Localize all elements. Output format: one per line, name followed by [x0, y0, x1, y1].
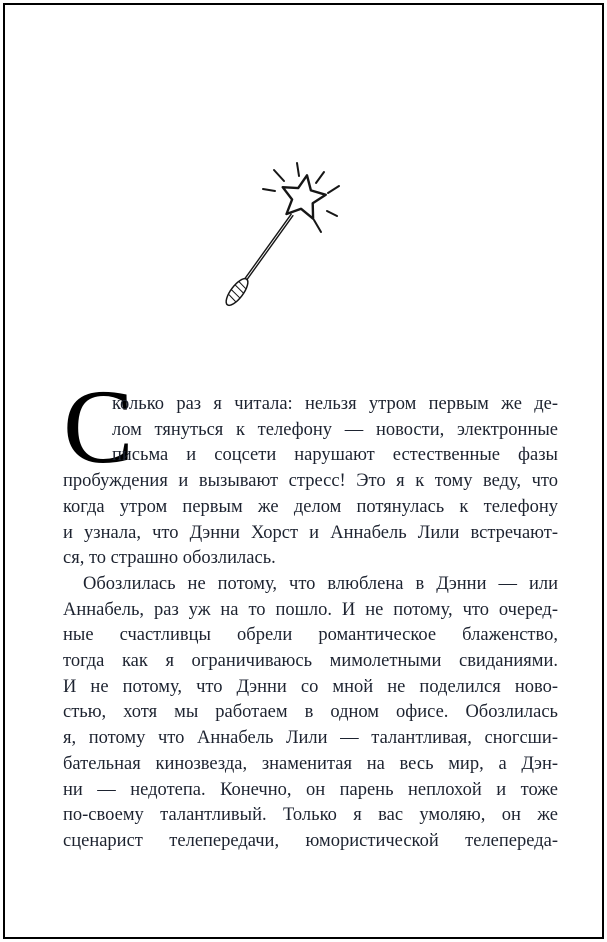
text-line: Аннабель, раз уж на то пошло. И не потому, что очеред-: [63, 599, 558, 620]
drop-cap: С: [63, 368, 134, 485]
text-line: ные счастливцы обрели романтическое блаженство,: [63, 625, 558, 646]
text-line: ся, то страшно обозлилась.: [63, 548, 276, 569]
wand-star-icon: [283, 175, 326, 218]
wand-handle: [222, 275, 251, 308]
text-line: лом тянуться к телефону — новости, электронные: [112, 419, 558, 440]
text-line: пробуждения и вызывают стресс! Это я к тому веду, что: [63, 471, 558, 492]
page-text: [63, 368, 558, 855]
text-line: когда утром первым же делом потянулась к телефону: [63, 496, 558, 517]
text-line: тогда как я ограничиваюсь мимолетными свиданиями.: [63, 651, 558, 672]
text-line: письма и соцсети нарушают естественные фазы: [112, 445, 558, 466]
text-line: ни — недотепа. Конечно, он парень неплохой и тоже: [63, 779, 558, 800]
text-line: бательная кинозвезда, знаменитая на весь мир, а Дэн-: [63, 753, 558, 774]
text-line: по-своему талантливый. Только я вас умоляю, он же: [63, 805, 558, 826]
text-line: стью, хотя мы работаем в одном офисе. Обозлилась: [63, 702, 558, 723]
text-line: колько раз я читала: нельзя утром первым же де-: [112, 394, 558, 414]
paragraph-1: [63, 368, 558, 572]
magic-wand-illustration: [215, 153, 350, 311]
text-line: Обозлилась не потому, что влюблена в Дэнни — или: [83, 573, 558, 594]
text-line: И не потому, что Дэнни со мной не поделился ново-: [63, 676, 558, 697]
paragraph-2: [63, 572, 558, 855]
text-line: и узнала, что Дэнни Хорст и Аннабель Лили встречают-: [63, 522, 558, 543]
text-line: сценарист телепередачи, юмористической телепереда-: [63, 830, 558, 851]
wand-stick: [245, 214, 293, 279]
text-line: я, потому что Аннабель Лили — талантливая, сногсши-: [63, 728, 558, 749]
